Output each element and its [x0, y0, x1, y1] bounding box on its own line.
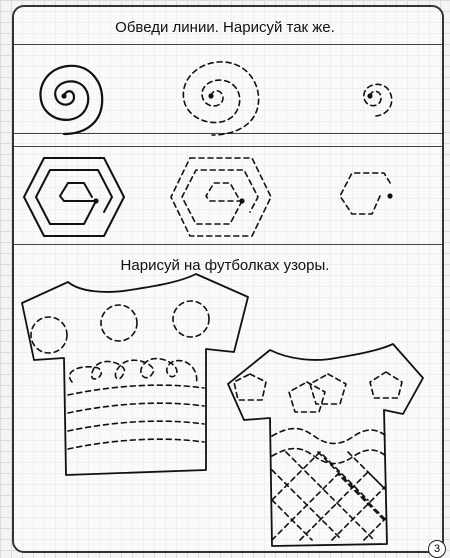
start-dot — [93, 198, 98, 203]
tshirt-circles-waves — [22, 274, 248, 475]
tshirt-pentagons-lattice — [228, 344, 423, 546]
spiral-solid — [40, 66, 102, 134]
page-number: 3 — [428, 540, 446, 558]
hexagon-solid — [24, 158, 124, 236]
hexagon-dashed — [171, 158, 271, 236]
start-dot — [208, 93, 213, 98]
start-dot — [239, 198, 244, 203]
start-dot — [387, 193, 392, 198]
instruction-trace-lines: Обведи линии. Нарисуй так же. — [115, 19, 335, 36]
spiral-dashed-small — [364, 84, 392, 116]
start-dot — [367, 93, 372, 98]
start-dot — [61, 93, 66, 98]
hexagon-dashed-small — [340, 173, 392, 214]
instruction-draw-patterns: Нарисуй на футболках узоры. — [120, 257, 330, 274]
spiral-dashed — [183, 62, 258, 135]
